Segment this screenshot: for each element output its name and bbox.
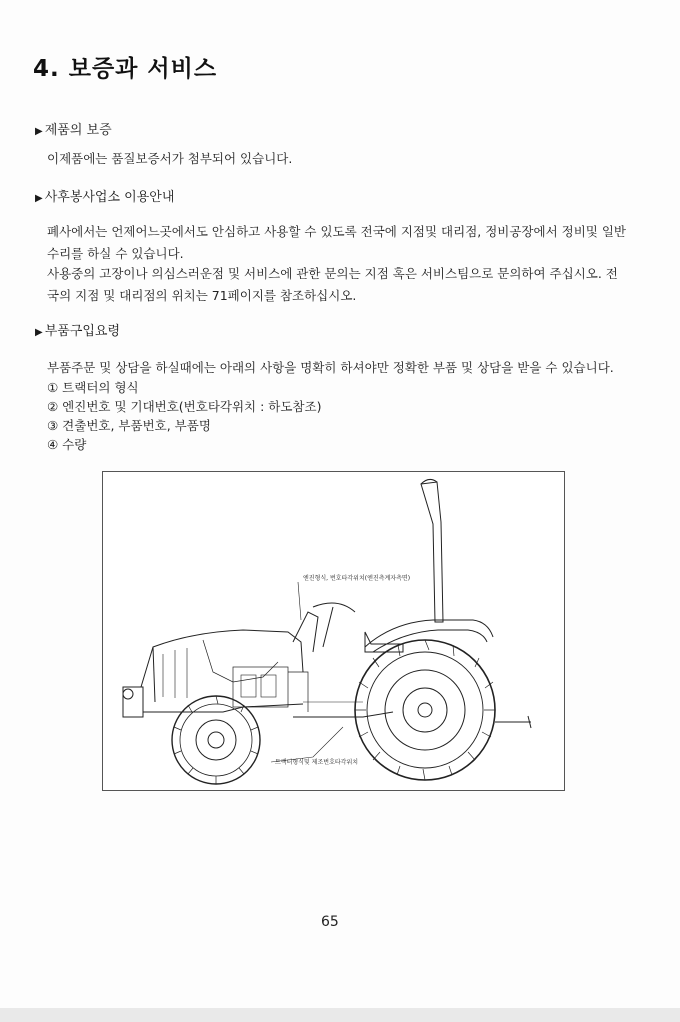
rear-fender [365, 620, 493, 647]
page-number: 65 [321, 914, 339, 930]
callout-frame-number: 트랙터형식및 제조번호타각위치 [275, 759, 359, 766]
parts-item: ② 엔진번호 및 기대번호(번호타각위치 : 하도참조) [47, 399, 322, 414]
triangle-bullet-icon: ▶ [35, 193, 43, 204]
warranty-text: 이제품에는 품질보증서가 첨부되어 있습니다. [47, 151, 293, 166]
parts-item: ① 트랙터의 형식 [47, 380, 139, 395]
triangle-bullet-icon: ▶ [35, 126, 43, 137]
page-title: 4. 보증과 서비스 [33, 56, 218, 82]
triangle-bullet-icon: ▶ [35, 327, 43, 338]
scan-edge [0, 1008, 680, 1022]
dash-panel [293, 612, 318, 652]
section-heading-parts [35, 320, 120, 339]
tractor-drawing [103, 472, 564, 790]
parts-heading-text: 부품구입요령 [44, 324, 121, 339]
parts-intro: 부품주문 및 상담을 하실때에는 아래의 사항을 명확히 하셔야만 정확한 부품 및 상담을 받을 수 있습니다. [47, 360, 614, 375]
callout-engine-number: 엔진형식, 번호타각위치(엔진측계자측면) [303, 575, 411, 582]
front-weight [123, 687, 143, 717]
parts-item: ③ 견출번호, 부품번호, 부품명 [47, 418, 211, 433]
parts-item: ④ 수량 [47, 437, 87, 452]
service-paragraph-2: 사용중의 고장이나 의심스러운점 및 서비스에 관한 문의는 지점 혹은 서비스팀으로 문의하여 주십시오. 전국의 지점 및 대리점의 위치는 71페이지를 참조하십시오. [47, 266, 618, 303]
steering-wheel [313, 603, 355, 612]
section-heading-warranty [35, 119, 112, 138]
section-heading-service [35, 186, 174, 205]
hood-outline [141, 630, 303, 687]
service-paragraph-1: 폐사에서는 언제어느곳에서도 안심하고 사용할 수 있도록 전국에 지점및 대리점, 정비공장에서 정비및 일반수리를 하실 수 있습니다. [47, 224, 626, 261]
rollbar-upright [421, 482, 443, 622]
service-heading-text: 사후봉사업소 이용안내 [44, 190, 175, 205]
tractor-figure [102, 471, 565, 791]
front-tire [172, 696, 260, 784]
warranty-heading-text: 제품의 보증 [44, 123, 112, 138]
